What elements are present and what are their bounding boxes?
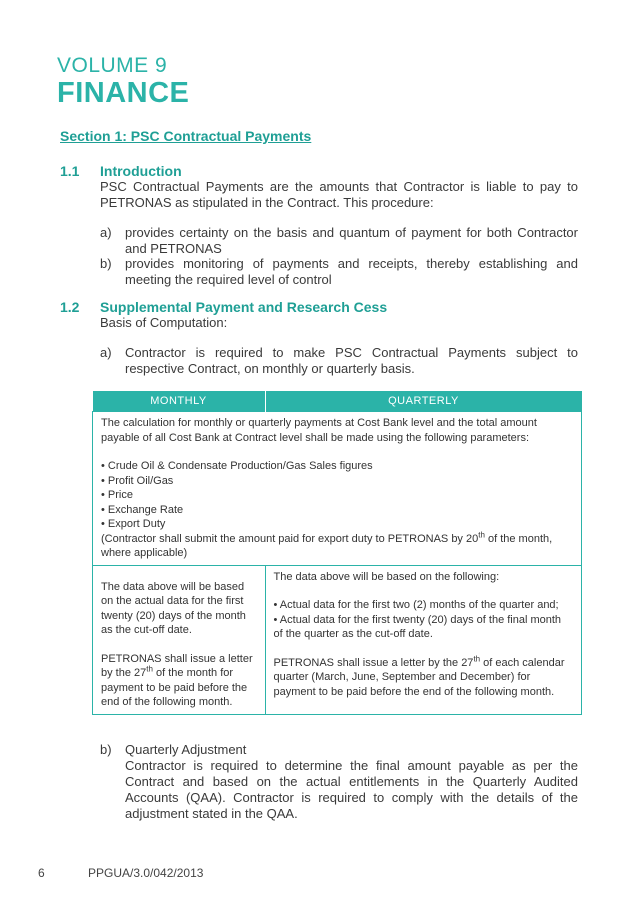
payment-basis-table: [92, 391, 582, 715]
list-item: • Actual data for the first twenty (20) days of the final month of the quarter as the cut-off date.: [273, 613, 562, 640]
column-header-monthly: MONTHLY: [93, 391, 266, 412]
parameters-list: [101, 459, 573, 532]
list-marker: a): [100, 225, 112, 240]
table-row: [93, 412, 582, 566]
quarterly-letter-text: PETRONAS shall issue a letter by the 27th of each calendar quarter (March, June, September and December) for payment to be paid before the end of the following month.: [273, 653, 565, 698]
parameters-intro: The calculation for monthly or quarterly payments at Cost Bank level and the total amount payable of all Cost Bank at Contract level shall be made using the following parameters:: [101, 417, 537, 444]
monthly-letter-text: PETRONAS shall issue a letter by the 27th of the month for payment to be paid before the end of the following month.: [101, 652, 253, 708]
document-title: FINANCE: [57, 77, 190, 109]
monthly-basis-text: The data above will be based on the actual data for the first twenty (20) days of the month as the cut-off date.: [101, 580, 246, 636]
list-item: • Profit Oil/Gas: [101, 474, 174, 487]
volume-label: VOLUME 9: [57, 54, 168, 77]
section-1-1-heading: Introduction: [100, 163, 182, 179]
column-header-quarterly: QUARTERLY: [265, 391, 582, 412]
table-row: [93, 565, 582, 714]
section-1-2-subheading: Basis of Computation:: [100, 315, 228, 330]
document-code: PPGUA/3.0/042/2013: [88, 866, 204, 880]
list-marker: b): [100, 742, 112, 757]
section-1-2-heading: Supplemental Payment and Research Cess: [100, 299, 388, 315]
list-item: Contractor is required to make PSC Contractual Payments subject to respective Contract, on monthly or quarterly basis.: [125, 345, 578, 376]
list-item: • Exchange Rate: [101, 503, 184, 516]
list-item: • Crude Oil & Condensate Production/Gas Sales figures: [101, 460, 373, 472]
monthly-cell: [93, 565, 266, 714]
list-marker: b): [100, 256, 112, 271]
list-item: • Actual data for the first two (2) months of the quarter and;: [273, 599, 559, 611]
section-title: Section 1: PSC Contractual Payments: [60, 128, 312, 144]
list-marker: a): [100, 345, 112, 360]
shared-parameters-cell: [93, 412, 582, 566]
list-item: provides certainty on the basis and quantum of payment for both Contractor and PETRONAS: [125, 225, 578, 256]
quarterly-cell: [265, 565, 582, 714]
table-header-row: [93, 391, 582, 412]
quarterly-adjustment-text: Contractor is required to determine the final amount payable as per the Contract and based on the actual entitlements in the Quarterly Audited Accounts (QAA). Contractor is required to comply with the details of the adjustment stated in the QAA.: [125, 758, 578, 821]
section-1-2-number: 1.2: [60, 299, 80, 315]
quarterly-intro-text: The data above will be based on the following:: [273, 570, 500, 583]
export-duty-note: (Contractor shall submit the amount paid for export duty to PETRONAS by 20th of the month, where applicable): [101, 529, 553, 559]
section-1-1-number: 1.1: [60, 163, 80, 179]
quarterly-adjustment-title: Quarterly Adjustment: [125, 742, 247, 757]
list-item: provides monitoring of payments and receipts, thereby establishing and meeting the required level of control: [125, 256, 578, 287]
section-1-1-intro: PSC Contractual Payments are the amounts that Contractor is liable to pay to PETRONAS as stipulated in the Contract. This procedure:: [100, 179, 578, 210]
list-item: • Export Duty: [101, 518, 166, 530]
page-number: 6: [38, 866, 45, 880]
list-item: • Price: [101, 489, 133, 501]
